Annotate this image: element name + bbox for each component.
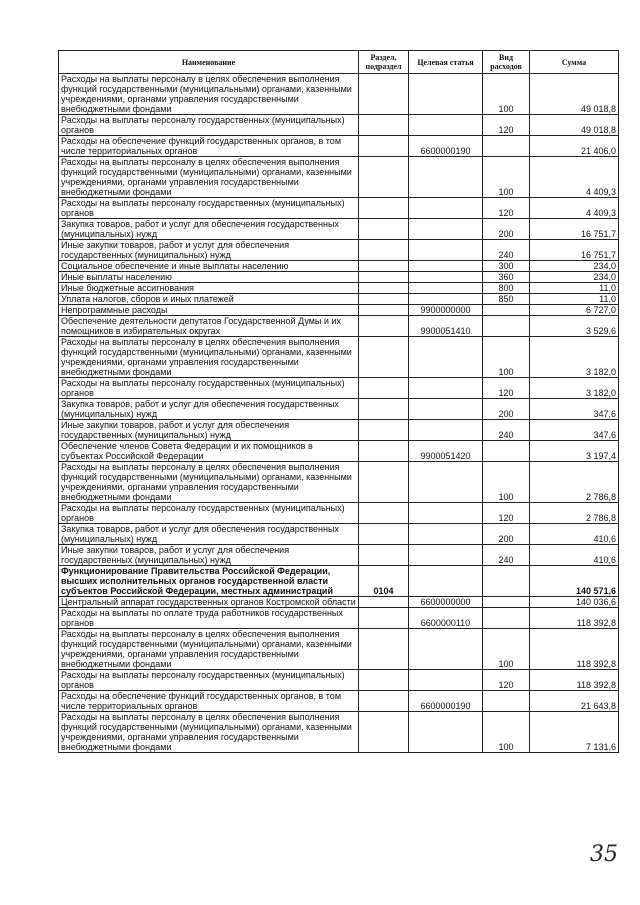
- row-name: Иные закупки товаров, работ и услуг для обеспечения государственных (муниципальных) нужд: [59, 545, 359, 566]
- row-name: Социальное обеспечение и иные выплаты населению: [59, 261, 359, 272]
- row-name: Расходы на выплаты персоналу государственных (муниципальных) органов: [59, 198, 359, 219]
- row-section: [359, 136, 409, 157]
- table-row: [59, 115, 619, 136]
- row-section: [359, 691, 409, 712]
- row-section: [359, 305, 409, 316]
- table-header-row: [59, 51, 619, 74]
- row-section: [359, 545, 409, 566]
- row-expense-type: [483, 608, 530, 629]
- row-name: Расходы на выплаты персоналу государственных (муниципальных) органов: [59, 378, 359, 399]
- row-section: [359, 115, 409, 136]
- row-expense-type: 200: [483, 399, 530, 420]
- row-name: Расходы на обеспечение функций государственных органов, в том числе территориальных органов: [59, 136, 359, 157]
- row-sum: 347,6: [530, 420, 619, 441]
- row-sum: 3 182,0: [530, 378, 619, 399]
- row-expense-type: 100: [483, 157, 530, 198]
- row-name: Расходы на выплаты персоналу в целях обеспечения выполнения функций государственными (муниципальными) органами, казенными учреждениями, органами управления государственными внебюджетными фондами: [59, 462, 359, 503]
- table-row: [59, 198, 619, 219]
- row-name: Расходы на выплаты персоналу в целях обеспечения выполнения функций государственными (муниципальными) органами, казенными учреждениями, органами управления государственными внебюджетными фондами: [59, 629, 359, 670]
- row-target: [409, 670, 483, 691]
- table-row: [59, 420, 619, 441]
- row-name: Иные закупки товаров, работ и услуг для обеспечения государственных (муниципальных) нужд: [59, 240, 359, 261]
- row-target: [409, 337, 483, 378]
- row-target: [409, 545, 483, 566]
- row-name: Расходы на выплаты по оплате труда работников государственных органов: [59, 608, 359, 629]
- row-sum: 140 571,6: [530, 566, 619, 597]
- row-expense-type: 200: [483, 524, 530, 545]
- row-sum: 11,0: [530, 294, 619, 305]
- table-row: [59, 136, 619, 157]
- row-target: [409, 157, 483, 198]
- row-sum: 6 727,0: [530, 305, 619, 316]
- row-section: [359, 524, 409, 545]
- row-target: [409, 261, 483, 272]
- table-row: [59, 597, 619, 608]
- table-row: [59, 712, 619, 753]
- table-row: [59, 219, 619, 240]
- row-name: Обеспечение деятельности депутатов Государственной Думы и их помощников в избирательных округах: [59, 316, 359, 337]
- row-name: Закупка товаров, работ и услуг для обеспечения государственных (муниципальных) нужд: [59, 524, 359, 545]
- row-sum: 21 643,8: [530, 691, 619, 712]
- row-sum: 3 197,4: [530, 441, 619, 462]
- table-row: [59, 240, 619, 261]
- table-row: [59, 337, 619, 378]
- row-name: Иные закупки товаров, работ и услуг для обеспечения государственных (муниципальных) нужд: [59, 420, 359, 441]
- row-name: Центральный аппарат государственных органов Костромской области: [59, 597, 359, 608]
- row-name: Обеспечение членов Совета Федерации и их помощников в субъектах Российской Федерации: [59, 441, 359, 462]
- row-name: Закупка товаров, работ и услуг для обеспечения государственных (муниципальных) нужд: [59, 219, 359, 240]
- row-expense-type: 240: [483, 545, 530, 566]
- row-section: [359, 608, 409, 629]
- row-sum: 2 786,8: [530, 503, 619, 524]
- row-expense-type: 240: [483, 240, 530, 261]
- row-name: Иные выплаты населению: [59, 272, 359, 283]
- row-target: [409, 219, 483, 240]
- table-row: [59, 294, 619, 305]
- row-section: [359, 198, 409, 219]
- page-number: 35: [590, 842, 618, 867]
- row-sum: 140 036,6: [530, 597, 619, 608]
- row-expense-type: 120: [483, 378, 530, 399]
- row-target: 9900000000: [409, 305, 483, 316]
- row-sum: 118 392,8: [530, 608, 619, 629]
- row-expense-type: [483, 136, 530, 157]
- table-row: [59, 261, 619, 272]
- row-target: 9900051420: [409, 441, 483, 462]
- row-sum: 16 751,7: [530, 219, 619, 240]
- row-sum: 16 751,7: [530, 240, 619, 261]
- row-sum: 2 786,8: [530, 462, 619, 503]
- row-expense-type: [483, 305, 530, 316]
- row-section: [359, 597, 409, 608]
- table-row: [59, 316, 619, 337]
- row-section: [359, 399, 409, 420]
- row-target: [409, 272, 483, 283]
- row-expense-type: 240: [483, 420, 530, 441]
- row-name: Расходы на выплаты персоналу в целях обеспечения выполнения функций государственными (муниципальными) органами, казенными учреждениями, органами управления государственными внебюджетными фондами: [59, 157, 359, 198]
- header-expense-type: Вид расходов: [483, 51, 530, 74]
- table-row: [59, 305, 619, 316]
- row-sum: 118 392,8: [530, 670, 619, 691]
- row-section: [359, 420, 409, 441]
- row-sum: 7 131,6: [530, 712, 619, 753]
- row-target: [409, 712, 483, 753]
- row-expense-type: [483, 441, 530, 462]
- row-section: [359, 378, 409, 399]
- table-row: [59, 629, 619, 670]
- row-target: 6600000190: [409, 136, 483, 157]
- table-row: [59, 74, 619, 115]
- row-section: [359, 441, 409, 462]
- row-target: [409, 462, 483, 503]
- row-expense-type: 120: [483, 670, 530, 691]
- row-expense-type: 120: [483, 198, 530, 219]
- table-row: [59, 399, 619, 420]
- row-section: [359, 261, 409, 272]
- row-sum: 347,6: [530, 399, 619, 420]
- row-section: [359, 629, 409, 670]
- table-row: [59, 691, 619, 712]
- table-row: [59, 503, 619, 524]
- row-expense-type: [483, 566, 530, 597]
- row-sum: 410,6: [530, 545, 619, 566]
- table-row: [59, 441, 619, 462]
- row-name: Закупка товаров, работ и услуг для обеспечения государственных (муниципальных) нужд: [59, 399, 359, 420]
- row-target: [409, 115, 483, 136]
- table-row: [59, 462, 619, 503]
- row-target: [409, 294, 483, 305]
- row-section: 0104: [359, 566, 409, 597]
- row-expense-type: 100: [483, 629, 530, 670]
- row-target: [409, 74, 483, 115]
- row-section: [359, 219, 409, 240]
- row-expense-type: 100: [483, 462, 530, 503]
- row-name: Расходы на выплаты персоналу в целях обеспечения выполнения функций государственными (муниципальными) органами, казенными учреждениями, органами управления государственными внебюджетными фондами: [59, 712, 359, 753]
- row-name: Функционирование Правительства Российской Федерации, высших исполнительных органов государственной власти субъектов Российской Федерации, местных администраций: [59, 566, 359, 597]
- row-name: Расходы на выплаты персоналу государственных (муниципальных) органов: [59, 115, 359, 136]
- row-target: 6600000190: [409, 691, 483, 712]
- row-target: [409, 399, 483, 420]
- row-section: [359, 462, 409, 503]
- row-expense-type: 100: [483, 74, 530, 115]
- row-section: [359, 272, 409, 283]
- row-target: 6600000110: [409, 608, 483, 629]
- row-name: Непрограммные расходы: [59, 305, 359, 316]
- row-sum: 4 409,3: [530, 198, 619, 219]
- row-section: [359, 712, 409, 753]
- row-sum: 3 529,6: [530, 316, 619, 337]
- row-sum: 3 182,0: [530, 337, 619, 378]
- row-expense-type: 200: [483, 219, 530, 240]
- table-row: [59, 670, 619, 691]
- table-row: [59, 608, 619, 629]
- header-target: Целевая статья: [409, 51, 483, 74]
- table-body: [59, 74, 619, 753]
- row-expense-type: 300: [483, 261, 530, 272]
- header-section: Раздел, подраздел: [359, 51, 409, 74]
- table-row: [59, 524, 619, 545]
- table-row: [59, 566, 619, 597]
- row-sum: 21 406,0: [530, 136, 619, 157]
- row-name: Расходы на выплаты персоналу в целях обеспечения выполнения функций государственными (муниципальными) органами, казенными учреждениями, органами управления государственными внебюджетными фондами: [59, 74, 359, 115]
- row-name: Расходы на выплаты персоналу государственных (муниципальных) органов: [59, 670, 359, 691]
- row-expense-type: 850: [483, 294, 530, 305]
- row-expense-type: 100: [483, 337, 530, 378]
- row-sum: 49 018,8: [530, 115, 619, 136]
- row-target: [409, 240, 483, 261]
- header-sum: Сумма: [530, 51, 619, 74]
- row-name: Уплата налогов, сборов и иных платежей: [59, 294, 359, 305]
- row-section: [359, 316, 409, 337]
- row-name: Расходы на выплаты персоналу в целях обеспечения выполнения функций государственными (муниципальными) органами, казенными учреждениями, органами управления государственными внебюджетными фондами: [59, 337, 359, 378]
- row-target: [409, 283, 483, 294]
- row-sum: 234,0: [530, 261, 619, 272]
- row-section: [359, 337, 409, 378]
- row-name: Расходы на обеспечение функций государственных органов, в том числе территориальных органов: [59, 691, 359, 712]
- row-target: [409, 629, 483, 670]
- budget-table: [58, 50, 619, 753]
- row-expense-type: 120: [483, 503, 530, 524]
- table-row: [59, 272, 619, 283]
- row-sum: 410,6: [530, 524, 619, 545]
- table-row: [59, 283, 619, 294]
- row-expense-type: [483, 316, 530, 337]
- row-expense-type: 800: [483, 283, 530, 294]
- row-expense-type: 100: [483, 712, 530, 753]
- row-section: [359, 294, 409, 305]
- header-name: Наименование: [59, 51, 359, 74]
- row-target: [409, 524, 483, 545]
- row-expense-type: 120: [483, 115, 530, 136]
- row-target: [409, 198, 483, 219]
- row-section: [359, 503, 409, 524]
- row-section: [359, 74, 409, 115]
- row-expense-type: [483, 597, 530, 608]
- row-sum: 118 392,8: [530, 629, 619, 670]
- row-target: [409, 566, 483, 597]
- table-row: [59, 378, 619, 399]
- row-sum: 49 018,8: [530, 74, 619, 115]
- row-expense-type: [483, 691, 530, 712]
- row-sum: 11,0: [530, 283, 619, 294]
- row-name: Иные бюджетные ассигнования: [59, 283, 359, 294]
- row-target: [409, 378, 483, 399]
- row-target: 9900051410: [409, 316, 483, 337]
- table-row: [59, 545, 619, 566]
- row-section: [359, 157, 409, 198]
- row-target: 6600000000: [409, 597, 483, 608]
- row-section: [359, 670, 409, 691]
- row-name: Расходы на выплаты персоналу государственных (муниципальных) органов: [59, 503, 359, 524]
- row-sum: 4 409,3: [530, 157, 619, 198]
- row-target: [409, 503, 483, 524]
- table-row: [59, 157, 619, 198]
- row-expense-type: 360: [483, 272, 530, 283]
- row-target: [409, 420, 483, 441]
- row-sum: 234,0: [530, 272, 619, 283]
- row-section: [359, 283, 409, 294]
- row-section: [359, 240, 409, 261]
